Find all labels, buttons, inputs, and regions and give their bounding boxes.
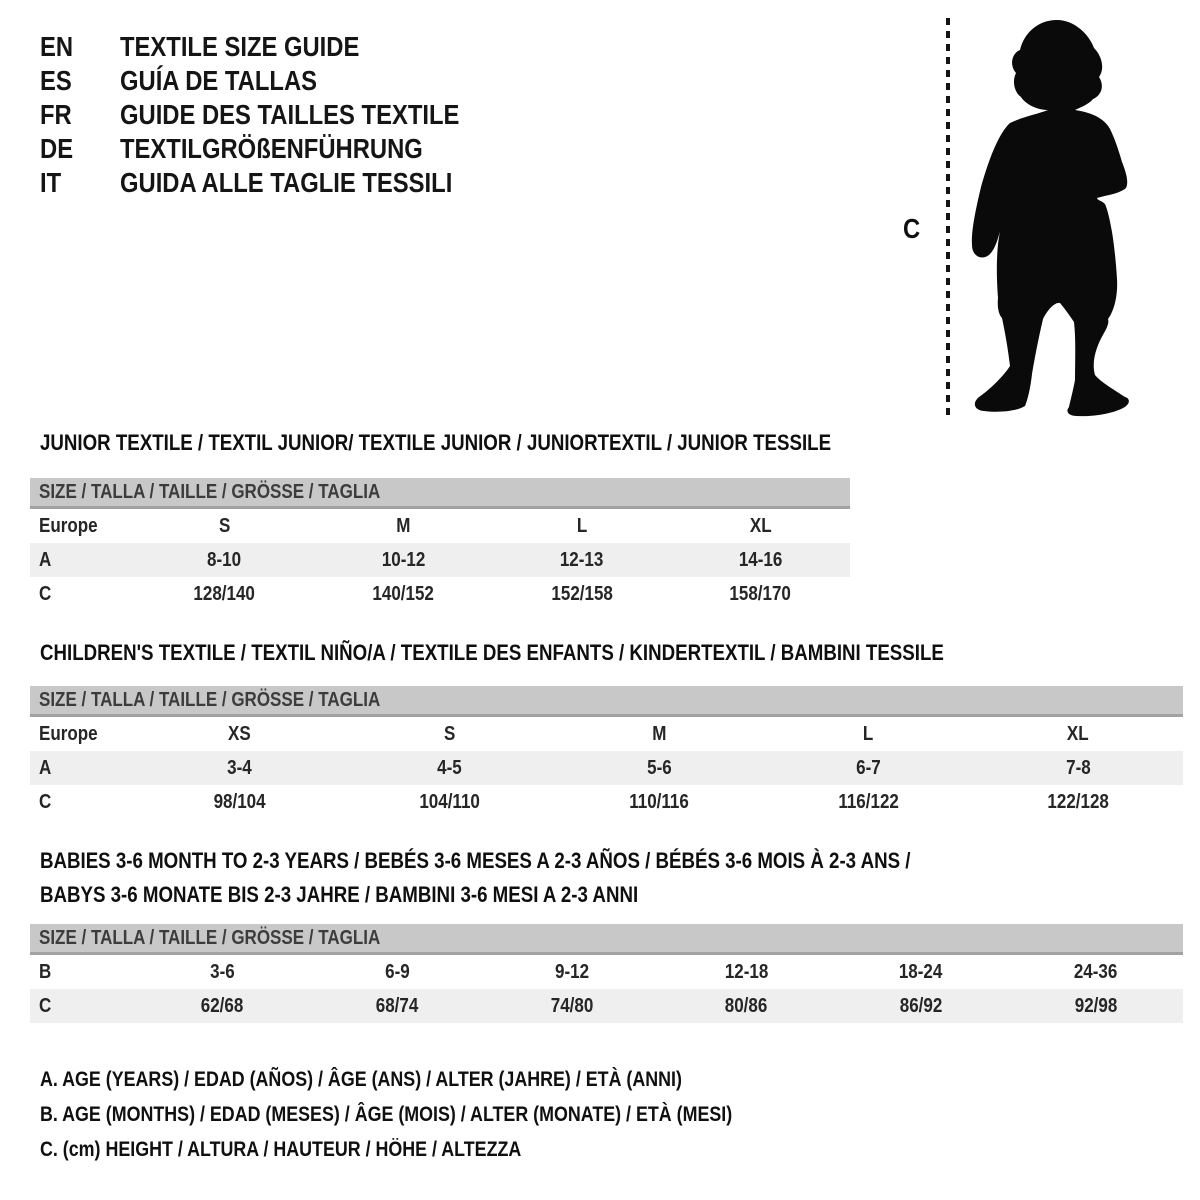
language-row <box>40 132 519 166</box>
table-cell: 74/80 <box>550 995 593 1017</box>
table-cell: M <box>651 723 667 745</box>
table-cell: 7-8 <box>1065 757 1091 779</box>
legend-line <box>40 1062 854 1097</box>
language-title-list <box>40 30 519 200</box>
table-cell: 80/86 <box>725 995 768 1017</box>
language-row <box>40 166 519 200</box>
table-cell: 86/92 <box>899 995 943 1017</box>
table-row <box>30 543 850 577</box>
table-cell: 158/170 <box>729 583 792 605</box>
section-heading-children: CHILDREN'S TEXTILE / TEXTIL NIÑO/A / TEXTILE DES ENFANTS / KINDERTEXTIL / BAMBINI TESSILE <box>40 640 944 665</box>
table-cell: 68/74 <box>375 995 419 1017</box>
children-size-table <box>30 686 1183 819</box>
table-row <box>30 989 1183 1023</box>
legend-line <box>40 1097 854 1132</box>
table-cell: 110/116 <box>629 791 689 813</box>
table-row <box>30 577 850 611</box>
table-cell: 92/98 <box>1074 995 1117 1017</box>
table-cell: 62/68 <box>201 995 244 1017</box>
row-label: C <box>39 583 52 605</box>
legend-line-text: B. AGE (MONTHS) / EDAD (MESES) / ÂGE (MOIS) / ALTER (MONATE) / ETÀ (MESI) <box>40 1103 733 1126</box>
language-code: IT <box>40 167 62 198</box>
table-cell: 104/110 <box>419 791 480 813</box>
table-cell: 116/122 <box>838 791 899 813</box>
junior-size-table <box>30 478 850 611</box>
table-cell: S <box>218 515 231 537</box>
row-label: A <box>39 549 52 571</box>
table-row <box>30 509 850 543</box>
size-table-header <box>30 686 1183 717</box>
table-cell: M <box>396 515 411 537</box>
table-cell: S <box>443 723 456 745</box>
table-cell: 12-13 <box>560 549 604 571</box>
language-code: DE <box>40 133 74 164</box>
height-measure-label: C <box>903 213 921 244</box>
table-cell: 10-12 <box>381 549 425 571</box>
guide-title: GUÍA DE TALLAS <box>120 65 318 96</box>
row-label: C <box>39 791 52 813</box>
table-cell: XL <box>749 515 772 537</box>
legend-line-text: A. AGE (YEARS) / EDAD (AÑOS) / ÂGE (ANS) / ALTER (JAHRE) / ETÀ (ANNI) <box>40 1068 682 1091</box>
size-table-header-label: SIZE / TALLA / TAILLE / GRÖSSE / TAGLIA <box>39 927 381 949</box>
height-measure-line <box>946 18 950 416</box>
table-cell: XL <box>1067 723 1090 745</box>
table-cell: 6-7 <box>856 757 881 779</box>
table-row <box>30 955 1183 989</box>
table-cell: 3-6 <box>210 961 235 983</box>
legend-line <box>40 1132 854 1167</box>
table-row <box>30 785 1183 819</box>
table-cell: 6-9 <box>384 961 410 983</box>
table-cell: L <box>576 515 588 537</box>
table-cell: 18-24 <box>899 961 943 983</box>
language-row <box>40 98 519 132</box>
table-cell: L <box>863 723 874 745</box>
size-table-header-label: SIZE / TALLA / TAILLE / GRÖSSE / TAGLIA <box>39 689 381 711</box>
table-cell: 4-5 <box>437 757 462 779</box>
language-row <box>40 30 519 64</box>
measurement-legend <box>40 1062 854 1167</box>
table-cell: 9-12 <box>554 961 589 983</box>
table-cell: 3-4 <box>227 757 253 779</box>
guide-title: TEXTILGRÖßENFÜHRUNG <box>120 133 423 164</box>
size-table-header <box>30 478 850 509</box>
section-heading-junior: JUNIOR TEXTILE / TEXTIL JUNIOR/ TEXTILE JUNIOR / JUNIORTEXTIL / JUNIOR TESSILE <box>40 430 832 455</box>
table-cell: XS <box>228 723 252 745</box>
row-label: Europe <box>39 723 98 745</box>
size-table-header-label: SIZE / TALLA / TAILLE / GRÖSSE / TAGLIA <box>39 481 381 503</box>
guide-title: GUIDA ALLE TAGLIE TESSILI <box>120 167 453 198</box>
table-cell: 14-16 <box>738 549 783 571</box>
language-code: FR <box>40 99 72 130</box>
table-cell: 128/140 <box>193 583 256 605</box>
size-table-header <box>30 924 1183 955</box>
table-cell: 152/158 <box>551 583 613 605</box>
language-code: EN <box>40 31 74 62</box>
table-cell: 24-36 <box>1073 961 1118 983</box>
table-cell: 122/128 <box>1047 791 1109 813</box>
babies-size-table <box>30 924 1183 1023</box>
table-row <box>30 717 1183 751</box>
row-label: A <box>39 757 52 779</box>
guide-title: GUIDE DES TAILLES TEXTILE <box>120 99 460 130</box>
table-cell: 5-6 <box>646 757 672 779</box>
section-heading-babies-line2: BABYS 3-6 MONATE BIS 2-3 JAHRE / BAMBINI 3-6 MESI A 2-3 ANNI <box>40 882 639 907</box>
table-row <box>30 751 1183 785</box>
language-code: ES <box>40 65 72 96</box>
section-heading-babies-line1: BABIES 3-6 MONTH TO 2-3 YEARS / BEBÉS 3-6 MESES A 2-3 AÑOS / BÉBÉS 3-6 MOIS À 2-3 ANS / <box>40 848 911 873</box>
table-cell: 8-10 <box>207 549 242 571</box>
row-label: Europe <box>39 515 98 537</box>
table-cell: 140/152 <box>372 583 434 605</box>
language-row <box>40 64 519 98</box>
row-label: B <box>39 961 52 983</box>
guide-title: TEXTILE SIZE GUIDE <box>120 31 360 62</box>
legend-line-text: C. (cm) HEIGHT / ALTURA / HAUTEUR / HÖHE / ALTEZZA <box>40 1138 522 1161</box>
toddler-silhouette-icon <box>962 12 1140 418</box>
table-cell: 12-18 <box>724 961 769 983</box>
row-label: C <box>39 995 52 1017</box>
table-cell: 98/104 <box>213 791 266 813</box>
